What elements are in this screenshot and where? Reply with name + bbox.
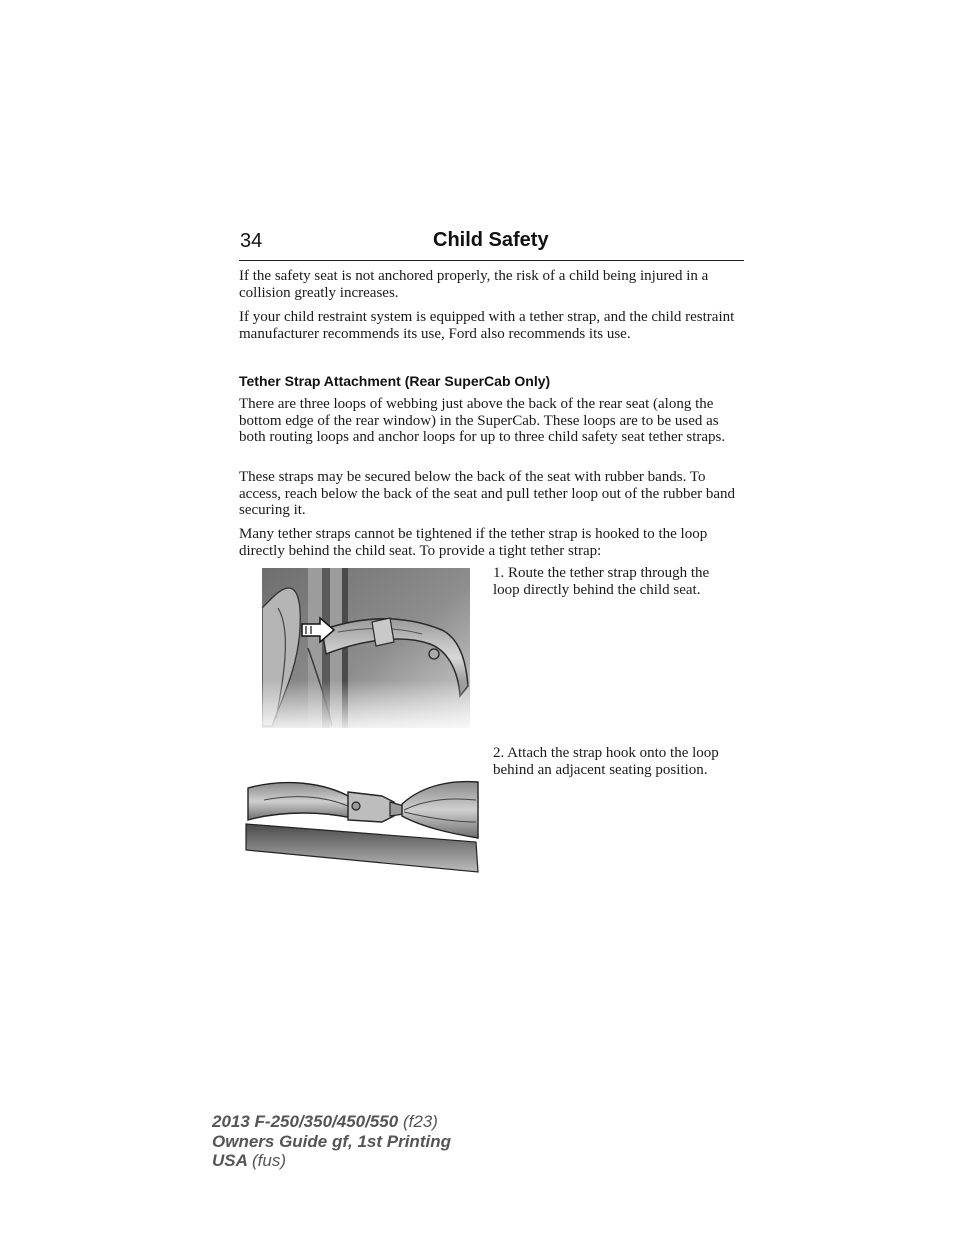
section-heading: Tether Strap Attachment (Rear SuperCab Only)	[239, 373, 551, 389]
document-footer	[212, 1112, 612, 1171]
paragraph-tightening: Many tether straps cannot be tightened if the tether strap is hooked to the loop directly behind the child seat. To provide a tight tether strap:	[239, 526, 708, 559]
footer-model: 2013 F-250/350/450/550	[212, 1112, 399, 1131]
footer-region: USA	[212, 1151, 248, 1170]
figure-route-strap-illustration	[262, 568, 470, 728]
paragraph-anchoring: If the safety seat is not anchored properly, the risk of a child being injured in a collision greatly increases.	[239, 268, 709, 301]
footer-model-code: (f23)	[402, 1112, 438, 1131]
step-2-text: 2. Attach the strap hook onto the loop behind an adjacent seating position.	[493, 745, 719, 778]
footer-region-line	[212, 1151, 612, 1171]
page-number: 34	[240, 230, 263, 252]
paragraph-tether-recommendation: If your child restraint system is equipped with a tether strap, and the child restraint manufacturer recommends its use, Ford also recommends its use.	[239, 309, 735, 342]
footer-model-line	[212, 1112, 612, 1132]
page-header	[239, 228, 744, 261]
figure-attach-hook-illustration	[244, 772, 480, 874]
footer-region-code: (fus)	[252, 1151, 286, 1170]
paragraph-loops: There are three loops of webbing just above the back of the rear seat (along the bottom edge of the rear window) in the SuperCab. These loops are to be used as both routing loops and anchor loops for up to three child safety seat tether straps.	[239, 396, 726, 445]
footer-guide: Owners Guide gf, 1st Printing	[212, 1131, 451, 1151]
step-1-text: 1. Route the tether strap through the loop directly behind the child seat.	[493, 565, 710, 598]
paragraph-rubber-bands: These straps may be secured below the back of the seat with rubber bands. To access, reach below the back of the seat and pull tether loop out of the rubber band securing it.	[239, 469, 736, 518]
page-title: Child Safety	[433, 229, 549, 251]
